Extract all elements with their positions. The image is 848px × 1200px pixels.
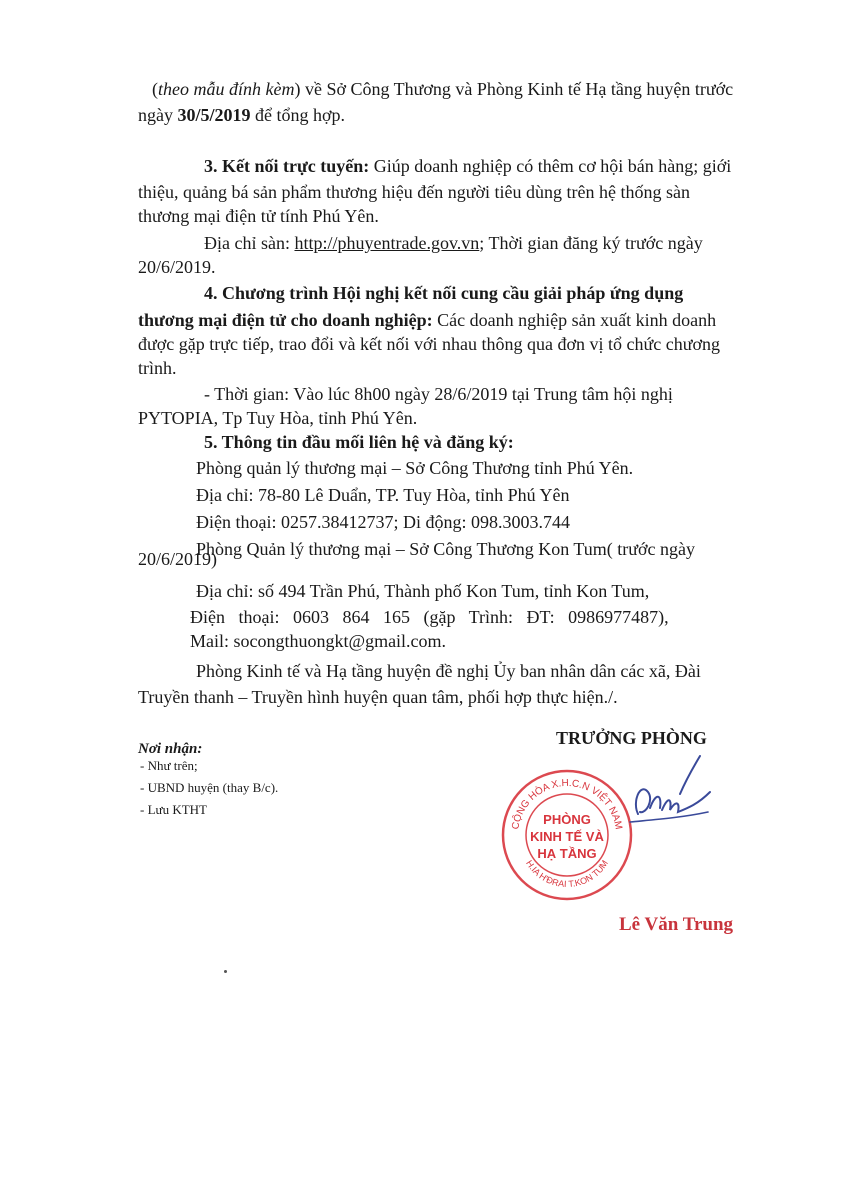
section5-address2: Địa chỉ: số 494 Trần Phú, Thành phố Kon Tum, tỉnh Kon Tum, xyxy=(196,581,650,601)
section3-address-line xyxy=(204,232,834,254)
seal-center-line-1: PHÒNG xyxy=(543,812,591,827)
intro-line-2 xyxy=(138,104,345,126)
section5-heading: 5. Thông tin đầu mối liên hệ và đăng ký: xyxy=(204,432,514,452)
intro-open-paren: ( xyxy=(152,79,158,99)
section5-phone2: Điện thoại: 0603 864 165 (gặp Trình: ĐT: 0986977487), xyxy=(190,607,669,627)
section3-deadline: 20/6/2019. xyxy=(138,257,216,277)
scan-speck xyxy=(224,970,227,973)
section4-time-line2: PYTOPIA, Tp Tuy Hòa, tỉnh Phú Yên. xyxy=(138,408,418,428)
closing-line1: Phòng Kinh tế và Hạ tầng huyện đề nghị Ủy ban nhân dân các xã, Đài xyxy=(196,661,701,681)
section4-line-4: trình. xyxy=(138,358,177,378)
closing-line2: Truyền thanh – Truyền hình huyện quan tâm, phối hợp thực hiện./. xyxy=(138,687,618,707)
seal-center-line-2: KINH TẾ VÀ xyxy=(530,829,604,844)
section3-address-suffix: ; Thời gian đăng ký trước ngày xyxy=(479,233,703,253)
phuyentrade-link[interactable]: http://phuyentrade.gov.vn xyxy=(294,233,480,253)
section4-time-line1: - Thời gian: Vào lúc 8h00 ngày 28/6/2019 tại Trung tâm hội nghị xyxy=(204,384,673,404)
intro-date: 30/5/2019 xyxy=(177,105,251,125)
section5-address1: Địa chỉ: 78-80 Lê Duẩn, TP. Tuy Hòa, tỉnh Phú Yên xyxy=(196,485,570,505)
section4-line2-rest: Các doanh nghiệp sản xuất kinh doanh xyxy=(432,310,717,330)
section3-line-2: thiệu, quảng bá sản phẩm thương hiệu đến người tiêu dùng trên hệ thống sàn xyxy=(138,182,690,202)
section5-mail2: Mail: socongthuongkt@gmail.com. xyxy=(190,631,447,651)
signer-name: Lê Văn Trung xyxy=(619,914,734,935)
section5-office2-line1: Phòng Quản lý thương mại – Sở Công Thương Kon Tum( trước ngày xyxy=(196,539,696,559)
intro-date-suffix: để tổng hợp. xyxy=(250,105,346,125)
section3-line-1 xyxy=(204,155,731,177)
section4-heading-line1: 4. Chương trình Hội nghị kết nối cung cầu giải pháp ứng dụng xyxy=(204,283,684,303)
section3-address xyxy=(204,232,703,254)
recipient-item-3: - Lưu KTHT xyxy=(140,802,207,817)
section4-line-3: được gặp trực tiếp, trao đổi và kết nối với nhau thông qua đơn vị tổ chức chương xyxy=(138,334,720,354)
section5-phone1: Điện thoại: 0257.38412737; Di động: 098.3003.744 xyxy=(196,512,570,532)
seal-ring-bottom: H.IA H'ĐRAI T.KON TUM xyxy=(524,858,610,890)
seal-ring-top: CỘNG HÒA X.H.C.N VIỆT NAM xyxy=(510,777,624,831)
signature-title: TRƯỞNG PHÒNG xyxy=(556,728,707,748)
recipient-item-1: - Như trên; xyxy=(140,758,198,773)
recipient-item-2: - UBND huyện (thay B/c). xyxy=(140,780,279,795)
recipients-title: Nơi nhận: xyxy=(138,741,203,757)
intro-italic: theo mẫu đính kèm xyxy=(158,79,295,99)
section3-address-prefix: Địa chỉ sàn: xyxy=(204,233,295,253)
section5-office1: Phòng quản lý thương mại – Sở Công Thương tỉnh Phú Yên. xyxy=(196,458,634,478)
signature-stroke-graphic xyxy=(610,752,720,832)
section3-line-3: thương mại điện tử tính Phú Yên. xyxy=(138,206,379,226)
handwritten-signature xyxy=(610,752,720,832)
section4-line-2 xyxy=(138,309,716,331)
section3-heading: 3. Kết nối trực tuyến: xyxy=(204,156,370,176)
section5-office2-line2: 20/6/2019) xyxy=(138,549,217,569)
seal-center-line-3: HẠ TẦNG xyxy=(537,846,597,861)
section4-heading-line2: thương mại điện tử cho doanh nghiệp: xyxy=(138,310,433,330)
intro-line-1 xyxy=(152,78,733,100)
section3-line1-rest: Giúp doanh nghiệp có thêm cơ hội bán hàng; giới xyxy=(369,156,732,176)
intro-date-prefix: ngày xyxy=(138,105,178,125)
intro-text: ) về Sở Công Thương và Phòng Kinh tế Hạ tầng huyện trước xyxy=(294,79,734,99)
